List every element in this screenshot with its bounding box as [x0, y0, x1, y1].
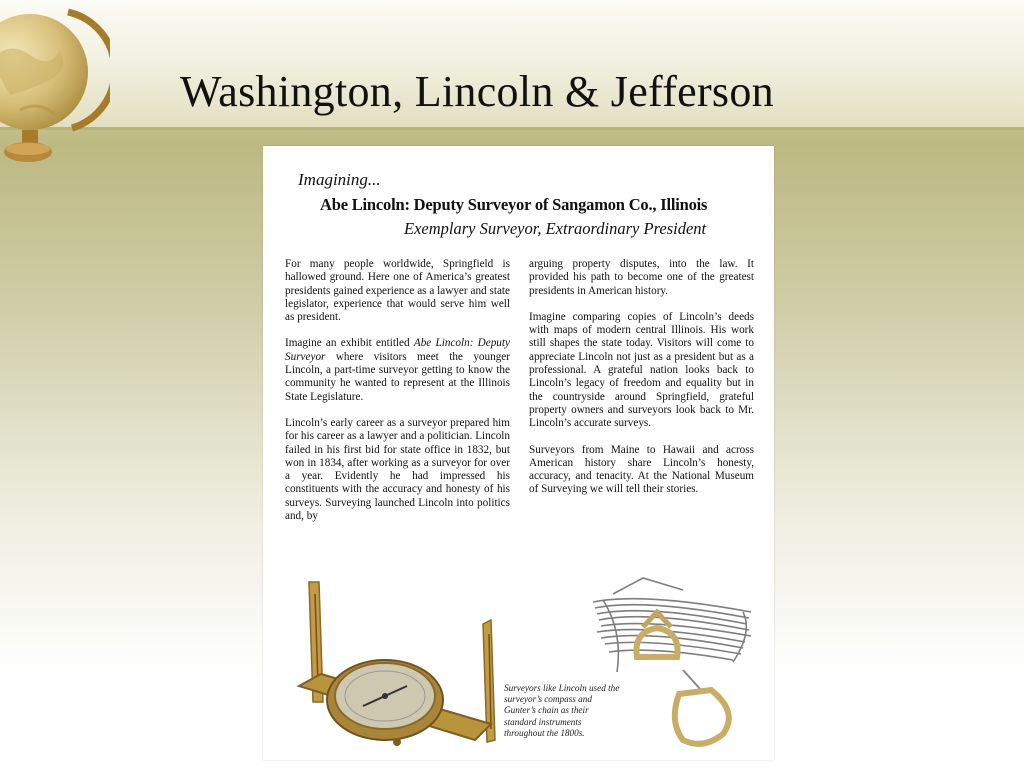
title-divider [0, 127, 1024, 130]
document-subheading: Exemplary Surveyor, Extraordinary President [404, 219, 707, 238]
left-paragraph-1: For many people worldwide, Springfield is hallowed ground. Here one of America’s greatest presidents gained experience as a lawyer and state legislator, experience that would serve him well as president. [285, 258, 510, 324]
globe-icon [0, 0, 110, 170]
slide-title: Washington, Lincoln & Jefferson [180, 67, 774, 116]
document-kicker: Imagining... [298, 170, 381, 189]
left-column [285, 258, 510, 536]
left-paragraph-2-end: where visitors meet the younger Lincoln, a part-time surveyor getting to know the community he wanted to represent at the Illinois State Legislature. [285, 350, 510, 403]
document-heading: Abe Lincoln: Deputy Surveyor of Sangamon Co., Illinois [320, 195, 708, 214]
right-column [529, 258, 754, 510]
left-paragraph-2-start: Imagine an exhibit entitled [285, 337, 414, 350]
document-page [263, 146, 774, 760]
left-paragraph-2 [285, 337, 510, 403]
right-paragraph-2: Imagine comparing copies of Lincoln’s deeds with maps of modern central Illinois. His work still shapes the state today. Visitors will come to appreciate Lincoln not just as a president but as a professional. A grateful nation looks back to Lincoln’s legacy of freedom and equality but in the countryside around Springfield, grateful property owners and surveyors look back to Mr. Lincoln’s accurate surveys. [529, 310, 754, 430]
left-paragraph-3: Lincoln’s early career as a surveyor prepared him for his career as a lawyer and a politician. Lincoln failed in his first bid for state office in 1832, but won in 1834, after working as a surveyor for over a year. Evidently he had impressed his constituents with the accuracy and honesty of his surveys. Surveying launched Lincoln into politics and, by [285, 416, 510, 523]
right-paragraph-1: arguing property disputes, into the law. It provided his path to become one of the greatest presidents in American history. [529, 258, 754, 297]
exhibit-title: Abe Lincoln: Deputy Surveyor [285, 337, 510, 363]
figure-caption: Surveyors like Lincoln used the surveyor’s compass and Gunter’s chain as their standard instruments throughout the 1800s. [504, 683, 620, 738]
surveyor-compass [285, 574, 505, 754]
right-paragraph-3: Surveyors from Maine to Hawaii and across American history share Lincoln’s honesty, accuracy, and tenacity. At the National Museum of Surveying we will tell their stories. [529, 443, 754, 496]
